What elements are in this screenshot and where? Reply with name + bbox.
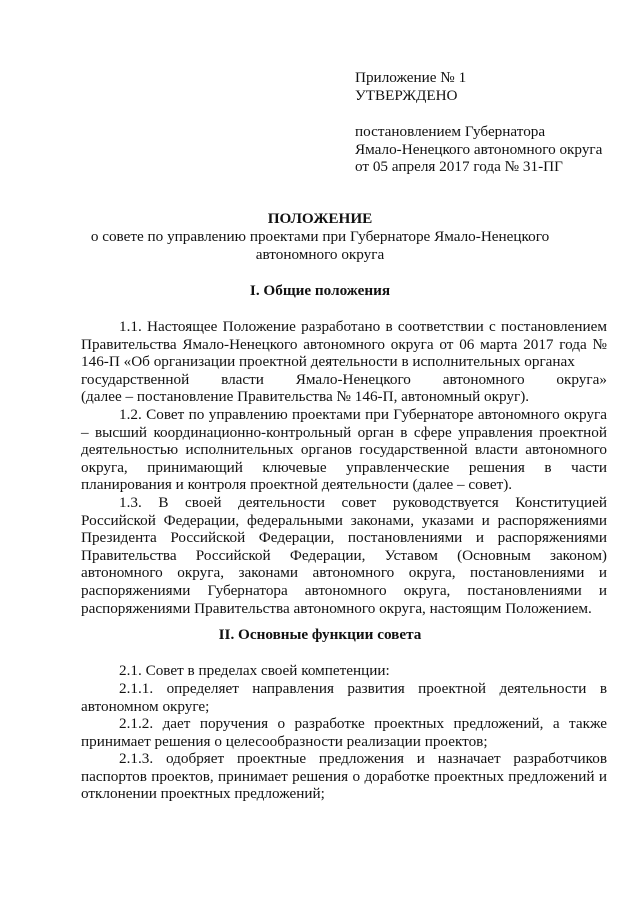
section-1-heading: I. Общие положения	[249, 282, 391, 299]
paragraph-2-1-2-text: 2.1.2. дает поручения о разработке проектных предложений, а также принимает решения о целесообразности реализации проектов;	[81, 715, 607, 750]
approval-line-3: от 05 апреля 2017 года № 31-ПГ	[355, 158, 563, 176]
paragraph-1-1	[81, 318, 607, 406]
section-2-heading: II. Основные функции совета	[218, 626, 422, 643]
paragraph-2-1-3-text: 2.1.3. одобряет проектные предложения и назначает разработчиков паспортов проектов, принимает решения о доработке проектных предложений и отклонении проектных предложений;	[81, 750, 607, 803]
paragraph-1-2-text: 1.2. Совет по управлению проектами при Губернаторе автономного округа – высший координационно-контрольный орган в сфере управления проектной деятельностью исполнительных органов государственной власти автономного округа, принимающий ключевые управленческие решения в части планирования и контроля проектной деятельности (далее – совет).	[81, 406, 607, 494]
paragraph-1-3-text: 1.3. В своей деятельности совет руководствуется Конституцией Российской Федерации, федеральными законами, указами и распоряжениями Президента Российской Федерации, постановлениями и распоряжениями Правительства Российской Федерации, Уставом (Основным законом) автономного округа, законами автономного округа, постановлениями и распоряжениями Губернатора автономного округа, постановлениями и распоряжениями Правительства автономного округа, настоящим Положением.	[81, 494, 607, 617]
paragraph-1-3	[81, 494, 607, 617]
paragraph-2-1-3	[81, 750, 607, 803]
paragraph-2-1-1	[81, 680, 607, 715]
paragraph-1-1-word-2: власти	[221, 370, 264, 388]
paragraph-1-1-word-3: Ямало-Ненецкого	[295, 370, 411, 388]
document-subtitle-line-1: о совете по управлению проектами при Губернаторе Ямало-Ненецкого	[90, 228, 550, 245]
paragraph-1-1-end: (далее – постановление Правительства № 146-П, автономный округ).	[81, 388, 530, 406]
paragraph-2-1-2	[81, 715, 607, 750]
approved-stamp: УТВЕРЖДЕНО	[355, 86, 458, 104]
paragraph-2-1	[81, 662, 607, 680]
approval-block	[355, 69, 466, 104]
document-subtitle-line-2: автономного округа	[255, 246, 385, 263]
paragraph-1-1-word-5: округа»	[556, 370, 607, 388]
document-title: ПОЛОЖЕНИЕ	[267, 210, 373, 227]
paragraph-2-1-text: 2.1. Совет в пределах своей компетенции:	[119, 662, 390, 679]
paragraph-2-1-1-text: 2.1.1. определяет направления развития проектной деятельности в автономном округе;	[81, 680, 607, 715]
appendix-number: Приложение № 1	[355, 69, 467, 86]
approval-resolution	[355, 123, 602, 176]
paragraph-1-1-word-1: государственной	[81, 370, 190, 388]
approval-line-2: Ямало-Ненецкого автономного округа	[355, 140, 603, 158]
paragraph-1-1-row	[81, 371, 607, 389]
paragraph-1-2	[81, 406, 607, 494]
approval-line-1: постановлением Губернатора	[355, 123, 546, 140]
paragraph-1-1-text: 1.1. Настоящее Положение разработано в соответствии с постановлением Правительства Ямало-Ненецкого автономного округа от 06 марта 2017 года № 146-П «Об организации проектной деятельности в исполнительных органах	[81, 318, 607, 371]
paragraph-1-1-word-4: автономного	[442, 370, 525, 388]
